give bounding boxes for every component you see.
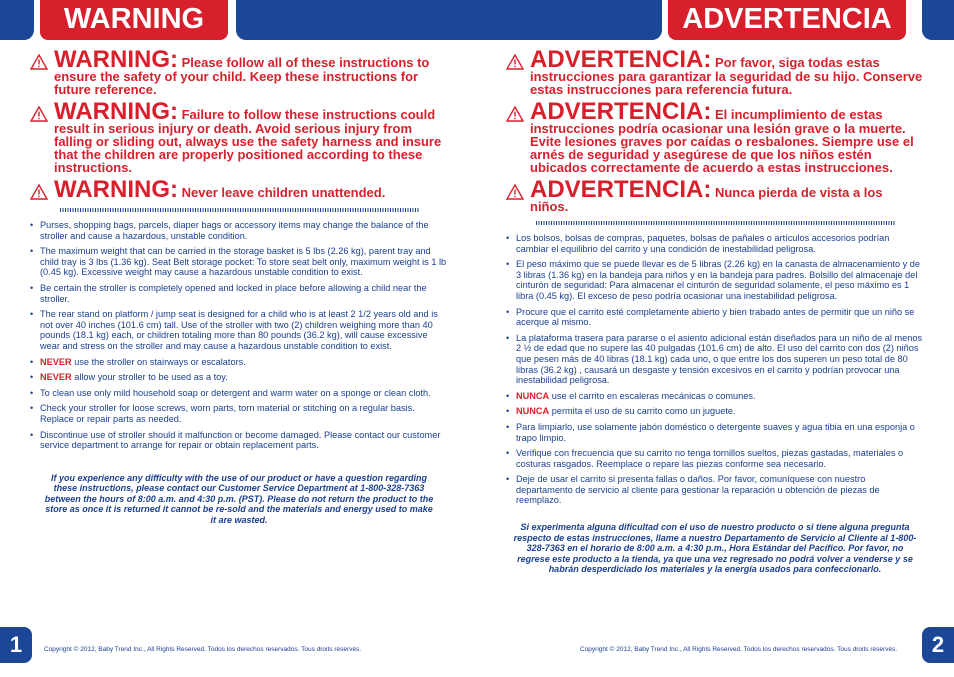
dotted-separator: [536, 221, 896, 225]
warning-heading: WARNING:: [54, 176, 178, 203]
bullet-text: Purses, shopping bags, parcels, diaper bags or accessory items may change the balance of the stroller and cause a hazardous, unstable condition.: [40, 220, 429, 241]
bullet-text: Para limpiarlo, use solamente jabón doméstico o detergente suaves y agua tibia en una esponja o trapo limpio.: [516, 421, 915, 443]
bullet-text: use el carrito en escaleras mecánicas o comunes.: [549, 390, 756, 401]
warning-text: Failure to follow these instructions could result in serious injury or death. Avoid serious injury from falling or sliding out, always use the safety harness and insure that the children are properly positioned according to these instructions.: [54, 107, 442, 175]
header-title-right: ADVERTENCIA: [682, 3, 892, 35]
header-bar-left-edge: [0, 0, 34, 40]
warning-heading: ADVERTENCIA:: [530, 98, 712, 125]
warning-heading: ADVERTENCIA:: [530, 176, 712, 203]
bullet-text: Discontinue use of stroller should it malfunction or become damaged. Please contact our customer service department to arrange for repair or obtain replacement parts.: [40, 429, 441, 451]
bullet-text: To clean use only mild household soap or detergent and warm water on a sponge or clean cloth.: [40, 387, 431, 398]
bullet-text: Los bolsos, bolsas de compras, paquetes, bolsas de pañales o artículos accesorios podrían cambiar el equilibrio del carrito y una condición de inestabilidad peligrosa.: [516, 233, 890, 254]
copyright-right: Copyright © 2012, Baby Trend Inc., All Rights Reserved. Todos los derechos reservados. Tous droits réservés.: [580, 646, 898, 653]
bullet-item: [506, 406, 924, 417]
bullet-text: use the stroller on stairways or escalators.: [71, 356, 246, 367]
spanish-column: [506, 46, 924, 575]
bullet-item: [30, 388, 448, 399]
customer-service-note: Si experimenta alguna dificultad con el uso de nuestro producto o si tiene alguna pregunta respecto de estas instrucciones, llame a nuestro Departamento de Servicio al Cliente al 1-800-328-7363 en el horario de 8:00 a.m. a 4:30 p.m., Hora Estándar del Pacífico. Por favor, no regrese este producto a la tienda, ya que una vez regresado no podrá volver a venderse y se habrán desperdiciado los materiales y la energía usados para confeccionarlo.: [513, 522, 917, 575]
dotted-separator: [60, 208, 420, 212]
bullet-item: [506, 448, 924, 469]
bullet-list: [506, 233, 924, 506]
warning-heading: WARNING:: [54, 98, 178, 125]
warning-text: El incumplimiento de estas instrucciones podría ocasionar una lesión grave o la muerte. Evite lesiones graves por caídas o resbalones. Siempre use el arnés de seguridad y asegúrese de que los niños estén ubicados correctamente de acuerdo a estas instrucciones.: [530, 107, 914, 175]
warning-triangle-icon: [506, 54, 524, 70]
header-tab-warning: [40, 0, 228, 40]
warning-triangle-icon: [30, 106, 48, 122]
bullet-text: Procure que el carrito esté completamente abierto y bien trabado antes de permitir que un niño se acerque al mismo.: [516, 306, 915, 328]
emphasis-word: NEVER: [40, 372, 72, 383]
bullet-item: [30, 430, 448, 451]
warning-triangle-icon: [30, 184, 48, 200]
bullet-item: [506, 259, 924, 301]
bullet-item: [30, 403, 448, 424]
bullet-item: [506, 307, 924, 328]
emphasis-word: NUNCA: [516, 390, 550, 401]
bullet-item: [30, 283, 448, 304]
bullet-item: [506, 474, 924, 506]
warning-text: Never leave children unattended.: [181, 185, 386, 200]
warning-list: [506, 46, 924, 214]
warning-list: [30, 46, 448, 203]
warning-statement: [30, 176, 448, 203]
emphasis-word: NUNCA: [516, 406, 550, 417]
bullet-text: Verifique con frecuencia que su carrito no tenga tornillos sueltos, piezas gastadas, materiales o costuras rasgados. Reemplace o repare las piezas conforme sea necesario.: [516, 448, 904, 469]
bullet-item: [30, 372, 448, 383]
bullet-item: [30, 309, 448, 351]
bullet-item: [506, 391, 924, 402]
emphasis-word: NEVER: [40, 356, 72, 367]
copyright-left: Copyright © 2012, Baby Trend Inc., All Rights Reserved. Todos los derechos reservados. Tous droits réservés.: [44, 646, 362, 653]
warning-statement: [506, 46, 924, 97]
bullet-item: [506, 422, 924, 443]
bullet-text: permita el uso de su carrito como un juguete.: [549, 406, 736, 417]
bullet-text: The maximum weight that can be carried in the storage basket is 5 lbs (2.26 kg), parent tray and child tray is 3 lbs (1.36 kg). Seat Belt storage pocket: To store seat belt only, maximum weight is 1 lb (0.45 kg). Excessive weight may cause a hazardous unstable condition to exist.: [40, 246, 447, 278]
warning-statement: [506, 98, 924, 175]
warning-statement: [506, 176, 924, 214]
warning-triangle-icon: [506, 184, 524, 200]
warning-heading: ADVERTENCIA:: [530, 46, 712, 73]
bullet-item: [30, 220, 448, 241]
page-number-right: 2: [922, 627, 954, 663]
header-bar-right-edge: [922, 0, 954, 40]
warning-statement: [30, 98, 448, 175]
customer-service-note: If you experience any difficulty with the use of our product or have a question regarding these instructions, please contact our Customer Service Department at 1-800-328-7363 between the hours of 8:00 a.m. and 4:30 p.m. (PST). Please do not return the product to the store as once it is returned it cannot be re-sold and the materials and energy used to make it are wasted.: [44, 472, 434, 526]
bullet-text: Check your stroller for loose screws, worn parts, torn material or stitching on a regular basis. Replace or repair parts as needed.: [40, 403, 415, 424]
bullet-text: allow your stroller to be used as a toy.: [71, 372, 228, 383]
bullet-text: Be certain the stroller is completely opened and locked in place before allowing a child near the stroller.: [40, 282, 427, 304]
header-title-left: WARNING: [63, 3, 205, 35]
page-number-left: 1: [0, 627, 32, 663]
bullet-text: La plataforma trasera para pararse o el asiento adicional están diseñados para un niño de al menos 2 ½ de edad que no supere las 40 pulgadas (101.6 cm) de alto. El uso del carrito con dos (2) niños que pesen más de 40 libras (18.1 kg) cada uno, o que entre los dos superen un peso total de 80 libras (36.2 kg) , causará un desgaste y tensión excesivos en el carrito y podrían provocar una inestabilidad peligrosa.: [516, 332, 923, 386]
warning-triangle-icon: [506, 106, 524, 122]
header-tab-advertencia: [668, 0, 906, 40]
bullet-text: El peso máximo que se puede llevar es de 5 libras (2.26 kg) en la canasta de almacenamiento y de 3 libras (1.36 kg) en la bandeja para niños y en la bandeja para padres. Bolsillo del almacenaje del cinturón de seguridad: Para almacenar el cinturón de seguridad solamente, el peso máximo es 1 libra (0.45 kg). El exceso de peso podría ocasionar una inestabilidad peligrosa.: [516, 259, 920, 301]
bullet-text: Deje de usar el carrito si presenta fallas o daños. Por favor, comuníquese con nuestro departamento de servicio al cliente para gestionar la reparación u obtención de piezas de reemplazo.: [516, 474, 880, 506]
warning-triangle-icon: [30, 54, 48, 70]
warning-heading: WARNING:: [54, 46, 178, 73]
warning-statement: [30, 46, 448, 97]
warning-text: Please follow all of these instructions to ensure the safety of your child. Keep these instructions for future reference.: [54, 55, 430, 97]
warning-text: Nunca pierda de vista a los niños.: [530, 185, 883, 214]
header-bar-center: [236, 0, 662, 40]
bullet-item: [506, 233, 924, 254]
bullet-list: [30, 220, 448, 451]
english-column: [30, 46, 448, 526]
bullet-item: [506, 333, 924, 386]
bullet-item: [30, 246, 448, 278]
warning-text: Por favor, siga todas estas instrucciones para garantizar la seguridad de su hijo. Conserve estas instrucciones para referencia futura.: [530, 55, 923, 97]
bullet-item: [30, 357, 448, 368]
bullet-text: The rear stand on platform / jump seat is designed for a child who is at least 2 1/2 years old and is not over 40 inches (101.6 cm) tall. Use of the stroller with two (2) children weighing more than 40 pounds (18.1 kg) each, or children totaling more than 80 pounds (36.2 kg), will cause excessive wear and stress on the stroller and may cause a hazardous unstable condition to exist.: [40, 309, 438, 351]
